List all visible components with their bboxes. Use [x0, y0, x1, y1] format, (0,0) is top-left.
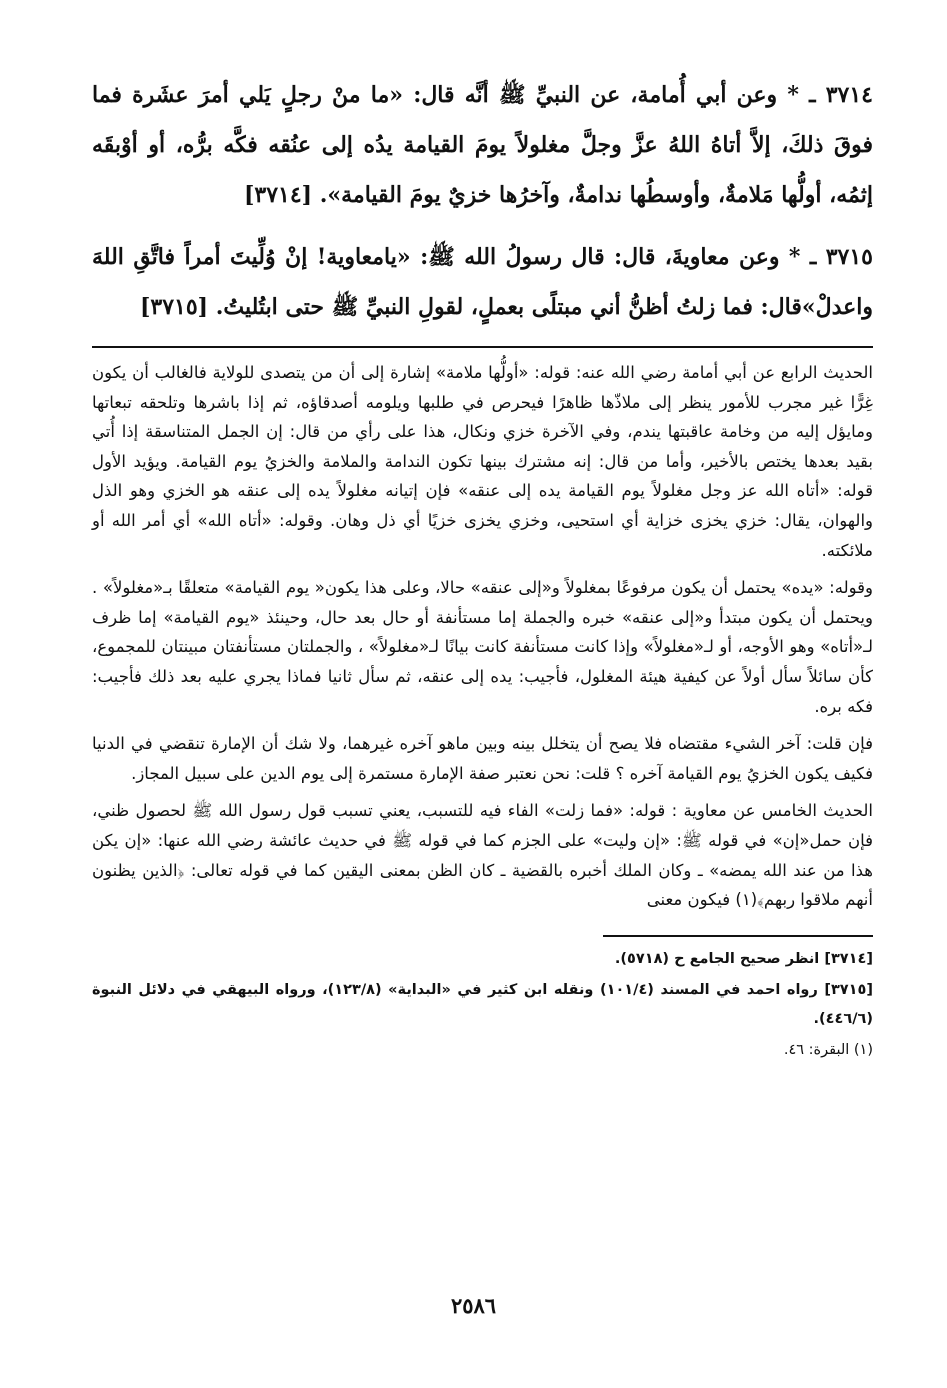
hadith-section	[92, 70, 873, 332]
commentary-paragraph: وقوله: «يده» يحتمل أن يكون مرفوعًا بمغلولاً و«إلى عنقه» حالا، وعلى هذا يكون« يوم القيامة» متعلقًا بـ«مغلولاً» . ويحتمل أن يكون مبتدأ و«إلى عنقه» خبره والجملة إما مستأنفة أو حال بعد حال، وحينئذ «يوم القيامة» إما ظرف لـ«أتاه» وهو الأوجه، أو لـ«مغلولاً» وإذا كانت مستأنفة كانت بيانًا لـ«مغلولاً» ، والجملتان مستأنفتان مبينتان للمجموع، كأن سائلاً سأل أولاً عن كيفية هيئة المغلول، فأجيب: يده إلى عنقه، ثم سأل ثانيا فماذا يجري عليه بعد ذلك فأجيب: فكه بره.	[92, 578, 873, 716]
commentary-paragraph: فإن قلت: آخر الشيء مقتضاه فلا يصح أن يتخلل بينه وبين ماهو آخره غيرهما، ولا شك أن الإمارة تنقضي في الدنيا فكيف يكون الخزيُ يوم القيامة آخره ؟ قلت: نحن نعتبر صفة الإمارة مستمرة إلى يوم الدين على سبيل المجاز.	[92, 734, 873, 783]
commentary-paragraph: الحديث الرابع عن أبي أمامة رضي الله عنه: قوله: «أولُّها ملامة» إشارة إلى أن من يتصدى للولاية فالغالب أن يكون غِرًّا غير مجرب للأمور ينظر إلى ملاذّها ظاهرًا فيحرص في طلبها ويلومه أصدقاؤه، ثم إذا باشرها وتلحقه تبعاتها ومايؤل إليه من وخامة عاقبتها يندم، وفي الآخرة خزي ونكال، هذا على رأي من قال: إن الجمل المتناسقة إذا أُتي بقيد بعدها يختص بالأخير، وأما من قال: إنه مشترك بينها تكون الندامة والملامة والخزيُ يوم القيامة. ويؤيد الأول قوله: «أتاه الله عز وجل مغلولاً يوم القيامة يده إلى عنقه» فإن إتيانه مغلولاً يده إلى عنقه هو الخزي وهو الذل والهوان، يقال: خزي يخزى خزاية أي استحيى، وخزي يخزى خزيًا أي ذل وهان. وقوله: «أتاه الله» أي أمر الله أو ملائكته.	[92, 363, 873, 560]
hadith-3714: ٣٧١٤ ـ * وعن أبي أُمامة، عن النبيِّ ﷺ أنَّه قال: «ما منْ رجلٍ يَلي أمرَ عشَرة فما فوقَ ذلكَ، إلاَّ أتاهُ اللهُ عزَّ وجلَّ مغلولاً يومَ القيامة يدُه إلى عنُقه فكَّه برُّه، أو أوْبقَه إثمُه، أولُّها مَلامةٌ، وأوسطُها ندامةٌ، وآخرُها خزيٌ يومَ القيامة». [٣٧١٤]	[92, 82, 873, 208]
footnote-divider	[603, 935, 873, 937]
commentary-paragraph: الحديث الخامس عن معاوية : قوله: «فما زلت» الفاء فيه للتسبب، يعني تسبب قول رسول الله ﷺ لحصول ظني، فإن حمل«إن» في قوله ﷺ: «إن وليت» على الجزم كما في قوله ﷺ في حديث عائشة رضي الله عنها: «إن يكن هذا من عند الله يمضه» ـ وكان الملك أخبره بالقضية ـ كان الظن بمعنى اليقين كما في قوله تعالى: ﴿الذين يظنون أنهم ملاقوا ربهم﴾(١) فيكون معنى	[92, 801, 873, 910]
page-number: ٢٥٨٦	[450, 1293, 497, 1318]
section-divider	[92, 346, 873, 348]
footnote-3714: [٣٧١٤] انظر صحيح الجامع ح (٥٧١٨).	[614, 950, 873, 967]
footnotes-section	[92, 945, 873, 1065]
footnote-1: (١) البقرة: ٤٦.	[783, 1041, 873, 1058]
footnote-3715: [٣٧١٥] رواه احمد في المسند (١٠١/٤) ونقله ابن كثير في «البداية» (١٢٣/٨)، ورواه البيهقي في دلائل النبوة (٤٤٦/٦).	[92, 981, 873, 1027]
hadith-3715: ٣٧١٥ ـ * وعن معاويةَ، قال: قال رسولُ الله ﷺ: «يامعاوية! إنْ وُلِّيتَ أمراً فاتَّقِ اللهَ واعدلْ»قال: فما زلتُ أظنُّ أني مبتلًى بعملٍ، لقولِ النبيِّ ﷺ حتى ابتُليتُ. [٣٧١٥]	[92, 244, 873, 320]
commentary-section	[92, 358, 873, 915]
